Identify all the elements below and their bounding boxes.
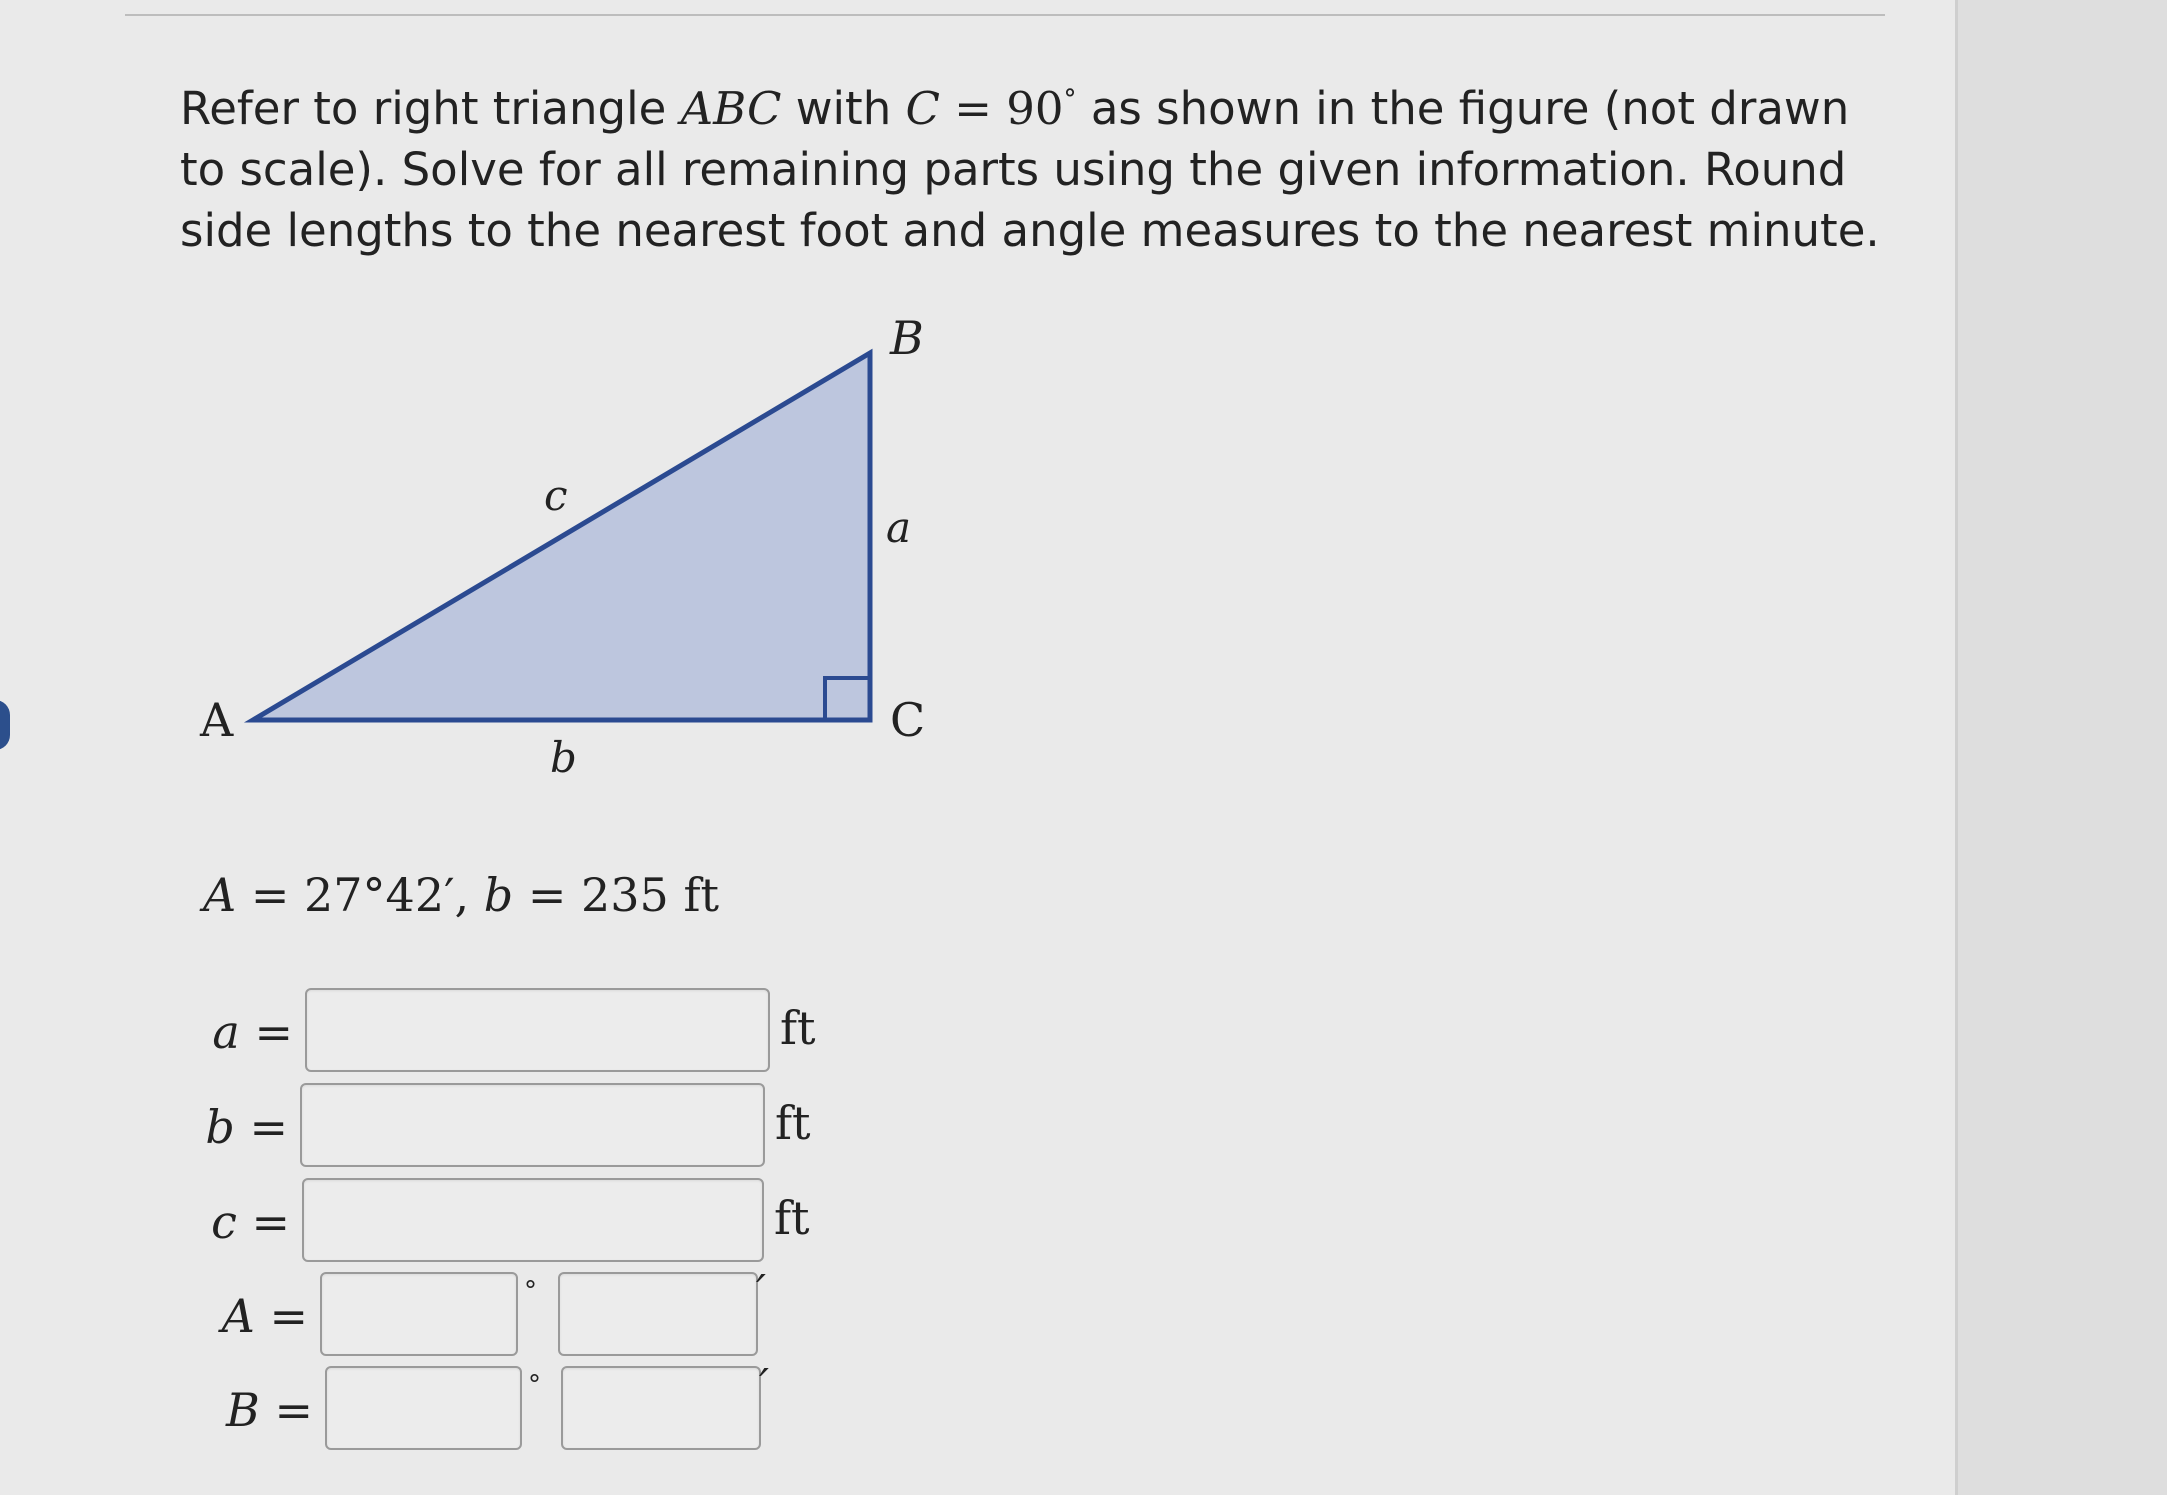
side-b-label: b <box>550 733 577 782</box>
side-b-input[interactable] <box>300 1083 765 1167</box>
problem-statement <box>180 70 1880 261</box>
side-c-label: c <box>544 471 568 520</box>
angle-a-degrees-input[interactable] <box>320 1272 518 1356</box>
side-a-unit: ft <box>780 1001 816 1055</box>
side-a-label: a <box>886 503 912 552</box>
angle-b-degree-symbol: ° <box>528 1370 541 1400</box>
vertex-b-label: B <box>890 311 924 365</box>
answer-label-c: c = <box>211 1195 290 1249</box>
problem-line-3: side lengths to the nearest foot and angle measures to the nearest minute. <box>180 204 1880 257</box>
triangle-svg <box>180 310 960 790</box>
angle-b-minute-symbol: ′ <box>759 1360 769 1411</box>
answer-label-a: a = <box>212 1005 293 1059</box>
side-b-unit: ft <box>775 1096 811 1150</box>
angle-b-minutes-input[interactable] <box>561 1366 761 1450</box>
given-values: A = 27°42′, b = 235 ft <box>203 868 719 922</box>
problem-line-2: to scale). Solve for all remaining parts using the given information. Round <box>180 143 1847 196</box>
side-c-input[interactable] <box>302 1178 764 1262</box>
answer-label-b: b = <box>205 1100 288 1154</box>
right-margin <box>1958 0 2167 1495</box>
angle-b-degrees-input[interactable] <box>325 1366 522 1450</box>
problem-line-1: Refer to right triangle ABC with C = 90° as shown in the figure (not drawn <box>180 82 1850 135</box>
angle-a-degree-symbol: ° <box>524 1276 537 1306</box>
top-divider <box>125 14 1885 16</box>
triangle-shape <box>253 353 870 720</box>
angle-a-minutes-input[interactable] <box>558 1272 758 1356</box>
triangle-figure <box>180 310 960 790</box>
vertex-c-label: C <box>890 693 926 747</box>
angle-a-minute-symbol: ′ <box>756 1266 766 1317</box>
vertex-a-label: A <box>200 693 234 747</box>
answer-label-angle-b: B = <box>226 1383 313 1437</box>
side-a-input[interactable] <box>305 988 770 1072</box>
side-c-unit: ft <box>774 1191 810 1245</box>
triangle-name: ABC <box>680 82 782 135</box>
side-tab[interactable] <box>0 700 10 750</box>
answer-label-angle-a: A = <box>221 1289 308 1343</box>
